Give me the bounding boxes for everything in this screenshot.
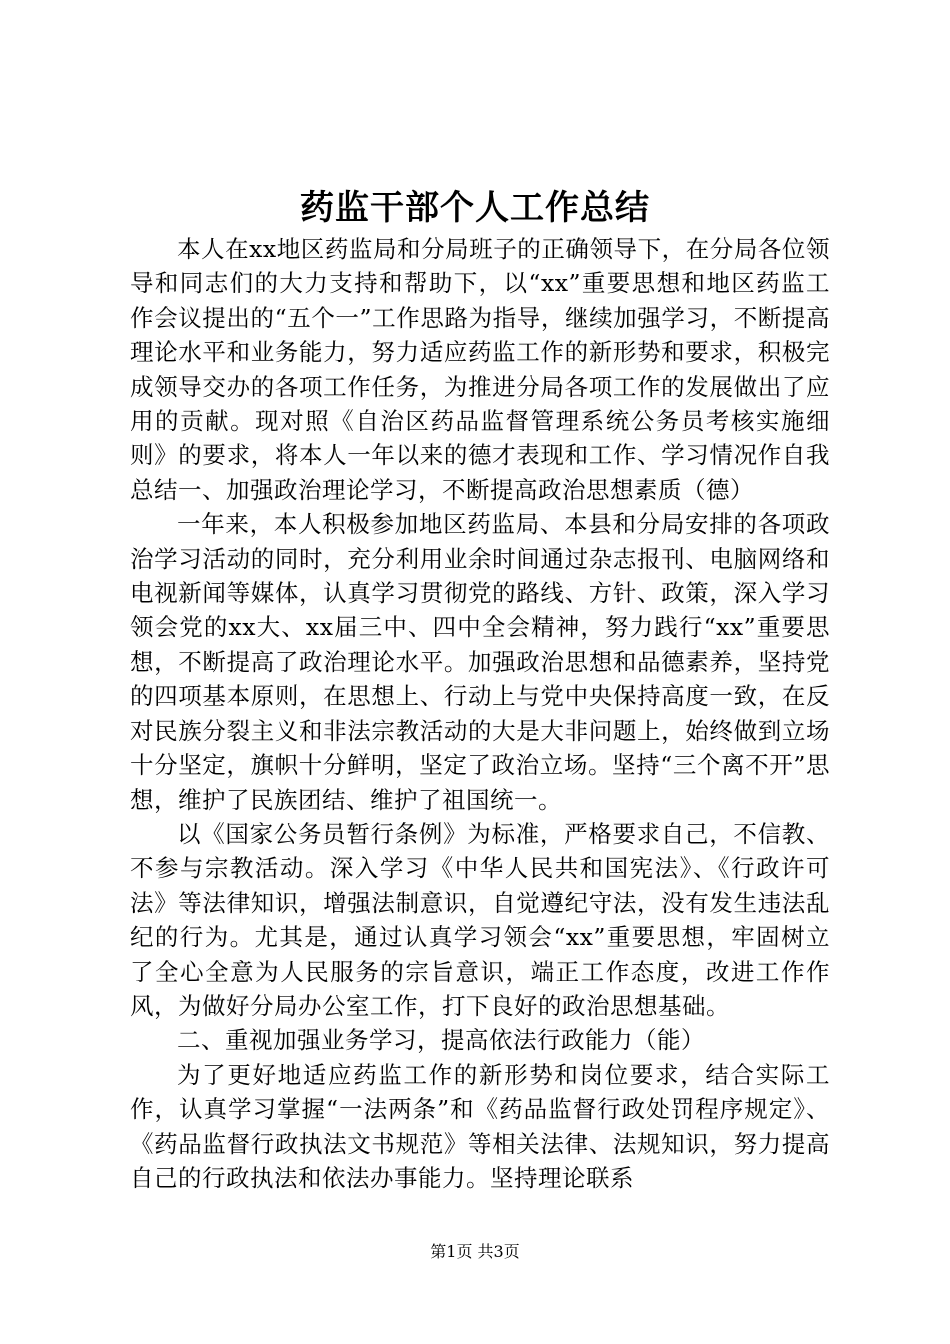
document-body bbox=[130, 232, 830, 1195]
paragraph: 以《国家公务员暂行条例》为标准，严格要求自己，不信教、不参与宗教活动。深入学习《中华人民共和国宪法》、《行政许可法》等法律知识，增强法制意识，自觉遵纪守法，没有发生违法乱纪的行为。尤其是，通过认真学习领会“xx”重要思想，牢固树立了全心全意为人民服务的宗旨意识，端正工作态度，改进工作作风，为做好分局办公室工作，打下良好的政治思想基础。 bbox=[130, 819, 830, 1020]
paragraph: 本人在xx地区药监局和分局班子的正确领导下，在分局各位领导和同志们的大力支持和帮助下，以“xx”重要思想和地区药监工作会议提出的“五个一”工作思路为指导，继续加强学习，不断提高理论水平和业务能力，努力适应药监工作的新形势和要求，积极完成领导交办的各项工作任务，为推进分局各项工作的发展做出了应用的贡献。现对照《自治区药品监督管理系统公务员考核实施细则》的要求，将本人一年以来的德才表现和工作、学习情况作自我总结一、加强政治理论学习，不断提高政治思想素质（德） bbox=[130, 235, 830, 504]
paragraph: 一年来，本人积极参加地区药监局、本县和分局安排的各项政治学习活动的同时，充分利用业余时间通过杂志报刊、电脑网络和电视新闻等媒体，认真学习贯彻党的路线、方针、政策，深入学习领会党的xx大、xx届三中、四中全会精神，努力践行“xx”重要思想，不断提高了政治理论水平。加强政治思想和品德素养，坚持党的四项基本原则，在思想上、行动上与党中央保持高度一致，在反对民族分裂主义和非法宗教活动的大是大非问题上，始终做到立场十分坚定，旗帜十分鲜明，坚定了政治立场。坚持“三个离不开”思想，维护了民族团结、维护了祖国统一。 bbox=[130, 510, 830, 814]
section-heading: 二、重视加强业务学习，提高依法行政能力（能） bbox=[177, 1026, 705, 1055]
paragraph: 为了更好地适应药监工作的新形势和岗位要求，结合实际工作，认真学习掌握“一法两条”和《药品监督行政处罚程序规定》、《药品监督行政执法文书规范》等相关法律、法规知识，努力提高自己的行政执法和依法办事能力。坚持理论联系 bbox=[130, 1060, 830, 1192]
page-footer: 第1页 共3页 bbox=[430, 1242, 520, 1261]
document-title: 药监干部个人工作总结 bbox=[300, 188, 650, 228]
